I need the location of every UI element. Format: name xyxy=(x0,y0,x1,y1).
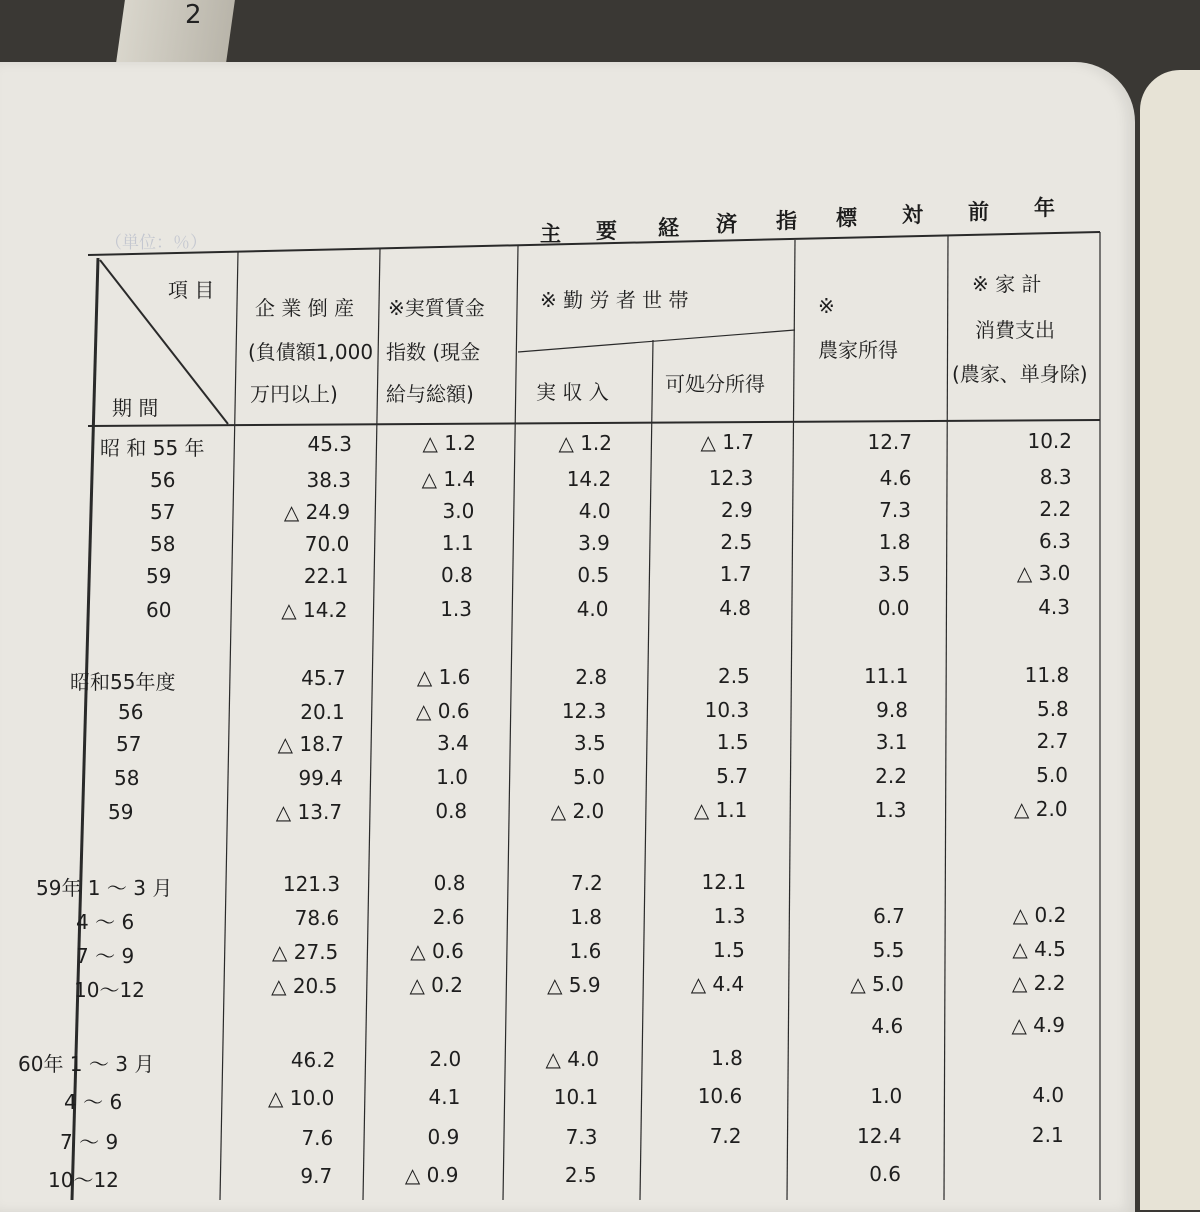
cell-actual-income: △ 4.0 xyxy=(545,1046,600,1071)
cell-real-wage: 0.8 xyxy=(433,871,466,896)
cell-actual-income: 0.5 xyxy=(577,562,610,587)
cell-bankruptcy: 70.0 xyxy=(304,532,350,556)
cell-real-wage: △ 0.6 xyxy=(416,699,470,724)
cell-bankruptcy: 121.3 xyxy=(282,872,341,896)
cell-real-wage: 2.0 xyxy=(429,1047,462,1072)
header-disposable-income: 可処分所得 xyxy=(665,372,765,396)
header-bankruptcy-2: (負債額1,000 xyxy=(248,340,374,364)
cell-household-spending: △ 4.5 xyxy=(1012,937,1066,961)
cell-actual-income: 14.2 xyxy=(566,466,612,491)
cell-farm-income: 6.7 xyxy=(873,903,905,928)
subheader-rule xyxy=(518,330,795,352)
header-bottom-rule xyxy=(88,420,1100,426)
cell-household-spending: 2.7 xyxy=(1036,729,1069,753)
cell-household-spending: 10.2 xyxy=(1027,429,1072,453)
cell-real-wage: 1.0 xyxy=(436,765,468,790)
title-char: 対 xyxy=(902,202,923,227)
cell-disposable-income: △ 1.7 xyxy=(700,430,754,455)
cell-real-wage: △ 1.6 xyxy=(416,665,471,690)
cell-actual-income: △ 2.0 xyxy=(550,798,605,823)
header-bankruptcy-3: 万円以上) xyxy=(250,382,338,406)
cell-bankruptcy: 45.3 xyxy=(307,432,352,456)
cell-farm-income: 3.5 xyxy=(878,561,911,586)
cell-disposable-income: 5.7 xyxy=(716,764,748,789)
cell-farm-income: 3.1 xyxy=(875,729,908,754)
header-worker-household: ※ 勤 労 者 世 帯 xyxy=(540,288,689,312)
header-household-1: ※ 家 計 xyxy=(972,272,1042,296)
header-farm-income: 農家所得 xyxy=(818,338,898,362)
cell-bankruptcy: 20.1 xyxy=(300,700,345,724)
cell-household-spending: 6.3 xyxy=(1038,529,1071,553)
header-item: 項 目 xyxy=(168,278,215,302)
cell-real-wage: △ 1.2 xyxy=(422,431,476,456)
cell-bankruptcy: △ 10.0 xyxy=(268,1086,335,1110)
cell-actual-income: 2.5 xyxy=(564,1162,597,1187)
cell-real-wage: 3.4 xyxy=(436,731,469,756)
cell-farm-income: 1.8 xyxy=(878,529,911,554)
cell-real-wage: 0.8 xyxy=(441,563,473,588)
cell-disposable-income: △ 1.1 xyxy=(693,798,748,823)
row-period-label: 7 ～ 9 xyxy=(60,1130,119,1154)
cell-bankruptcy: 99.4 xyxy=(298,766,343,790)
row-period-label: 60 xyxy=(146,598,172,622)
cell-household-spending: 8.3 xyxy=(1039,465,1072,489)
header-actual-income: 実 収 入 xyxy=(536,380,609,404)
row-period-label: 58 xyxy=(114,766,140,790)
header-period: 期 間 xyxy=(112,396,159,420)
row-period-label: 4 ～ 6 xyxy=(76,910,135,934)
title-char: 指 xyxy=(776,209,797,234)
cell-farm-income: 11.1 xyxy=(863,663,909,688)
cell-disposable-income: 1.3 xyxy=(713,904,746,929)
header-wage-3: 給与総額) xyxy=(386,382,474,406)
row-period-label: 60年 1 ～ 3 月 xyxy=(18,1052,155,1076)
cell-actual-income: 10.1 xyxy=(553,1084,599,1109)
cell-disposable-income: 1.5 xyxy=(713,938,745,963)
cell-household-spending: 4.3 xyxy=(1038,595,1070,619)
cell-farm-income: 9.8 xyxy=(876,697,908,722)
row-period-label: 59 xyxy=(108,800,134,824)
title-char: 前 xyxy=(968,199,989,224)
row-period-label: 58 xyxy=(150,532,176,556)
cell-bankruptcy: △ 20.5 xyxy=(271,974,338,998)
row-period-label: 59年 1 ～ 3 月 xyxy=(36,876,173,900)
cell-household-spending: 11.8 xyxy=(1024,663,1070,687)
header-household-2: 消費支出 xyxy=(975,318,1055,342)
cell-real-wage: 4.1 xyxy=(428,1085,461,1110)
cell-disposable-income: 2.9 xyxy=(720,498,753,523)
cell-real-wage: 2.6 xyxy=(432,905,465,930)
cell-bankruptcy: 38.3 xyxy=(306,468,352,492)
cell-actual-income: 7.3 xyxy=(565,1124,598,1149)
cell-real-wage: △ 0.9 xyxy=(404,1163,459,1188)
cell-household-spending: 4.0 xyxy=(1032,1083,1065,1107)
cell-actual-income: 5.0 xyxy=(573,764,605,789)
cell-actual-income: 3.5 xyxy=(573,730,606,755)
cell-disposable-income: 2.5 xyxy=(717,664,750,689)
cell-actual-income: 1.8 xyxy=(570,904,603,929)
cell-farm-income: 7.3 xyxy=(879,497,911,522)
cell-farm-income: 2.2 xyxy=(875,763,907,788)
cell-disposable-income: 2.5 xyxy=(720,530,753,555)
cell-real-wage: △ 0.6 xyxy=(410,939,464,964)
cell-actual-income: 2.8 xyxy=(575,664,608,689)
cell-disposable-income: 12.3 xyxy=(708,466,754,491)
cell-real-wage: △ 0.2 xyxy=(409,973,463,998)
row-period-label: 56 xyxy=(150,468,176,492)
row-period-label: 10～12 xyxy=(48,1168,119,1192)
cell-farm-income: 1.3 xyxy=(874,797,907,822)
title-char: 経 xyxy=(658,215,679,240)
cell-disposable-income: 4.8 xyxy=(719,596,751,621)
header-wage-2: 指数 (現金 xyxy=(386,340,481,364)
header-bankruptcy-1: 企 業 倒 産 xyxy=(255,296,355,320)
row-period-label: 59 xyxy=(146,564,172,588)
cell-household-spending: △ 2.2 xyxy=(1011,971,1066,995)
cell-farm-income: 4.6 xyxy=(871,1013,904,1038)
cell-real-wage: 0.9 xyxy=(427,1125,460,1150)
header-household-3: (農家、単身除) xyxy=(952,362,1088,386)
cell-disposable-income: 1.7 xyxy=(719,562,752,587)
cell-disposable-income: 10.3 xyxy=(704,698,750,723)
cell-farm-income: 4.6 xyxy=(879,465,912,490)
cell-farm-income: 5.5 xyxy=(872,937,905,962)
cell-bankruptcy: △ 14.2 xyxy=(281,598,348,622)
cell-bankruptcy: 22.1 xyxy=(303,564,349,588)
cell-household-spending: 5.0 xyxy=(1036,763,1068,787)
cell-real-wage: 0.8 xyxy=(435,799,468,824)
cell-bankruptcy: △ 24.9 xyxy=(283,500,351,524)
cell-household-spending: △ 2.0 xyxy=(1014,797,1068,821)
cell-real-wage: △ 1.4 xyxy=(421,467,476,492)
cell-bankruptcy: 9.7 xyxy=(300,1164,333,1188)
cell-real-wage: 3.0 xyxy=(442,499,475,524)
cell-farm-income: 0.6 xyxy=(869,1161,902,1186)
cell-disposable-income: 1.8 xyxy=(711,1046,743,1071)
cell-disposable-income: 1.5 xyxy=(716,730,749,755)
cell-real-wage: 1.3 xyxy=(440,597,473,622)
col-rule-5 xyxy=(787,240,795,1200)
cell-disposable-income: 10.6 xyxy=(697,1084,743,1109)
col-rule-6 xyxy=(944,236,948,1200)
cell-household-spending: △ 3.0 xyxy=(1016,561,1071,585)
title-char: 要 xyxy=(596,218,617,243)
cell-actual-income: 7.2 xyxy=(570,870,603,895)
ruler-mark: 2 xyxy=(185,0,202,30)
cell-bankruptcy: 78.6 xyxy=(294,906,340,930)
title-char: 標 xyxy=(836,206,857,230)
cell-actual-income: △ 1.2 xyxy=(558,430,612,455)
cell-bankruptcy: 46.2 xyxy=(290,1048,336,1072)
row-period-label: 10～12 xyxy=(74,978,145,1002)
cell-bankruptcy: △ 27.5 xyxy=(272,940,339,964)
cell-household-spending: △ 4.9 xyxy=(1011,1013,1065,1037)
cell-bankruptcy: 7.6 xyxy=(301,1126,334,1150)
cell-household-spending: 2.2 xyxy=(1039,497,1072,521)
bleed-through-unit: （単位：％） xyxy=(105,233,207,253)
cell-actual-income: 3.9 xyxy=(578,530,610,555)
row-period-label: 57 xyxy=(150,500,176,524)
cell-household-spending: 5.8 xyxy=(1036,697,1069,721)
cell-disposable-income: △ 4.4 xyxy=(690,972,745,997)
cell-real-wage: 1.1 xyxy=(441,531,474,556)
cell-farm-income: △ 5.0 xyxy=(850,971,904,996)
header-wage-1: ※実質賃金 xyxy=(388,296,485,320)
cell-household-spending: △ 0.2 xyxy=(1012,903,1067,927)
cell-actual-income: 4.0 xyxy=(576,596,609,621)
cell-farm-income: 12.7 xyxy=(867,429,912,454)
title-char: 主 xyxy=(540,222,561,246)
cell-actual-income: 1.6 xyxy=(569,938,602,963)
cell-actual-income: 4.0 xyxy=(578,498,611,523)
cell-disposable-income: 7.2 xyxy=(709,1124,742,1149)
cell-actual-income: 12.3 xyxy=(561,698,607,723)
cell-farm-income: 0.0 xyxy=(877,595,910,620)
title-char: 年 xyxy=(1034,196,1055,221)
row-period-label: 57 xyxy=(116,732,142,756)
cell-actual-income: △ 5.9 xyxy=(547,972,601,997)
cell-farm-income: 1.0 xyxy=(870,1083,903,1108)
cell-farm-income: 12.4 xyxy=(857,1123,902,1148)
header-farm-mark: ※ xyxy=(818,294,835,318)
row-period-label: 昭和55年度 xyxy=(70,670,176,694)
row-period-label: 4 ～ 6 xyxy=(64,1090,123,1114)
row-period-label: 7 ～ 9 xyxy=(76,944,135,968)
cell-bankruptcy: △ 18.7 xyxy=(277,732,344,756)
cell-household-spending: 2.1 xyxy=(1031,1123,1064,1147)
title-char: 済 xyxy=(716,212,737,237)
cell-bankruptcy: 45.7 xyxy=(301,666,346,690)
cell-bankruptcy: △ 13.7 xyxy=(275,800,343,824)
row-period-label: 56 xyxy=(118,700,144,724)
cell-disposable-income: 12.1 xyxy=(701,870,747,895)
row-period-label: 昭 和 55 年 xyxy=(100,436,205,460)
